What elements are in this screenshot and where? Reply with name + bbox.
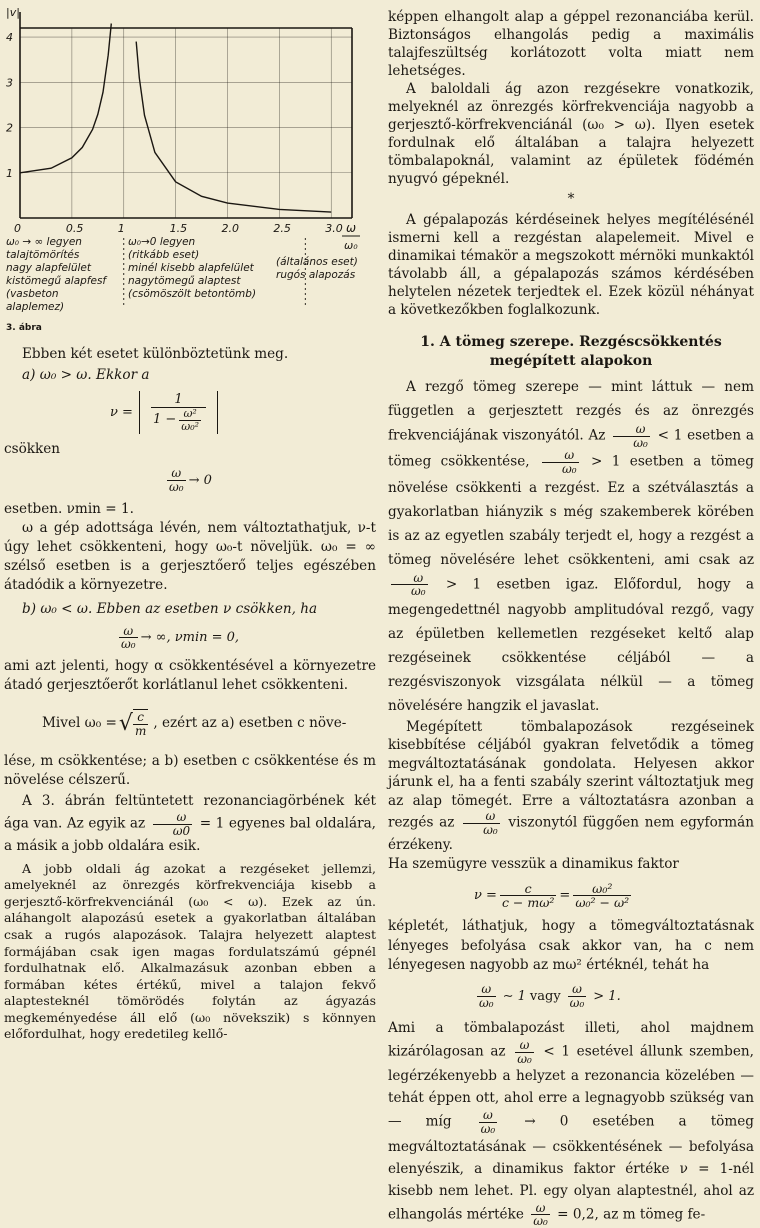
frac-den: c − mω²: [500, 895, 556, 909]
frac-den: ω₀² − ω²: [573, 895, 631, 909]
frac-num: ω: [466, 810, 498, 823]
approx: ∼ 1: [503, 989, 526, 1004]
caption-line: (csömöszölt betontömb): [128, 288, 268, 301]
esetben: esetben. νmin = 1.: [4, 500, 376, 519]
paragraph: [4, 792, 376, 857]
frac-num: ω: [157, 811, 189, 824]
frac-den: ω₀: [542, 462, 579, 476]
frac-num: ω: [393, 572, 425, 585]
frac-den: ω₀: [167, 480, 186, 494]
x-axis-label-den: ω₀: [344, 239, 358, 252]
series-line-1: [136, 42, 331, 213]
mivel-text-b: , ezért az a) esetben c növe-: [153, 715, 346, 731]
caption-line: ω₀→0 legyen: [128, 236, 268, 249]
frac-num: ω: [616, 423, 648, 436]
left-text: [4, 345, 376, 1043]
equals: =: [559, 888, 570, 903]
caption-line: (vasbeton alaplemez): [6, 288, 116, 314]
frac-num: ω: [479, 983, 493, 996]
limit-b: [116, 625, 376, 651]
paragraph: A baloldali ág azon rezgésekre vonatkozik, melyeknél az önrezgés körfrekvenciája nagyobb a gerjesztő-körfrekvenciánál (ω₀ > ω). Ilyen esetek fordulnak elő általában a talajra helyezett tömbalapoknál, valamint az épületek födémén nyugvó gépeknél.: [388, 80, 754, 188]
frac-den: ω₀: [568, 996, 587, 1010]
paragraph: A gépalapozás kérdéseinek helyes megítélésénél ismerni kell a rezgéstan alapelemeit. Mivel e dinamikai témakör a megszokott mérnöki munkaktól távolabb áll, a gépalapozás számos kérdésében helytelen nézetek terjedtek el. Ezek közül néhányat a következőkben foglalkozunk.: [388, 211, 754, 319]
frac-num: ω: [169, 467, 183, 480]
p4-d: > 1 esetben igaz. Előfordul, hogy a megengedettnél nagyobb amplitudóval rezgő, vagy az épületben kellemetlen rezgéseket keltő alap rezgéseinek csökkentése céljából — a rezgésviszonyok vizsgálata nélkül — a tömeg növelésére hangzik el javaslat.: [388, 576, 754, 714]
limit-text: → ∞, νmin = 0,: [141, 630, 239, 645]
formula-lhs: ν =: [110, 405, 133, 420]
x-tick-label: 0.5: [66, 222, 84, 235]
frac-den: ω0: [153, 824, 192, 838]
paragraph: [388, 375, 754, 718]
caption-line: ω₀ → ∞ legyen: [6, 236, 116, 249]
frac-den: ω₀: [477, 996, 496, 1010]
paragraph: A jobb oldali ág azokat a rezgéseket jellemzi, amelyeknél az önrezgés körfrekvenciája kisebb a gerjesztő-körfrekvenciánál (ω₀ < ω). Ezek az ún. aláhangolt alapozású esetek a gyakorlatban általában csak a rugós alapozások. Talajra helyezett alaptest formájában csak igen magas fordulatszámú gépnél fordulhatnak elő. Alkalmazásuk azonban ebben a formában kétes értékű, mivel a talajon fekvő alaptesteknél tömörödés folytán az ágyazás megkeményedése áll elő (ω₀ növekszik) s könnyen előfordulhat, hogy eredetileg kellő-: [4, 861, 376, 1044]
paragraph: képpen elhangolt alap a géppel rezonanciába kerül. Biztonságos elhangolás pedig a maximális talajfeszültség korlátozott volta miatt nem lehetséges.: [388, 8, 754, 80]
frac-den: ω₀: [463, 823, 500, 837]
paragraph: lése, m csökkentése; a b) esetben c csökkentése és m növelése célszerű.: [4, 752, 376, 790]
frac-den: ω₀: [119, 637, 138, 651]
mivel-text: Mivel ω₀ =: [42, 715, 117, 731]
frac-num: ω: [570, 983, 584, 996]
y-tick-label: 1: [6, 167, 13, 180]
x-tick-label: 0: [14, 222, 21, 235]
p5-a: A 3. ábrán feltüntetett rezonanciagörbének két ága van. Az egyik az: [4, 793, 376, 832]
frac-num: ω: [534, 1202, 548, 1215]
csokken-label: csökken: [4, 440, 376, 459]
y-tick-label: 2: [6, 122, 13, 135]
paragraph: ami azt jelenti, hogy α csökkentésével a környezetre átadó gerjesztőerőt korlátlanul lehet csökkenteni.: [4, 657, 376, 695]
p4-b: < 1 esetben a tömeg csökkentése,: [388, 428, 754, 470]
frac-num: c: [523, 882, 534, 895]
caption-line: nagytömegű alaptest: [128, 275, 268, 288]
p8-d: = 0,2, az m tömeg fe-: [557, 1206, 705, 1222]
condition-formula: [474, 983, 754, 1009]
paragraph: Ebben két esetet különböztetünk meg.: [4, 345, 376, 364]
p8-c: → 0 esetében a tömeg megváltoztatásának — csökkentésének — befolyása elenyészik, a dinamikus faktor értéke ν = 1-nél kisebb nem lehet. Pl. egy olyan alaptestnél, ahol az elhangolás mértéke: [388, 1114, 754, 1222]
inner-num: ω²: [181, 408, 198, 420]
frac-den: ω₀: [531, 1214, 550, 1228]
x-tick-label: 2.5: [273, 222, 291, 235]
caption-line: nagy alapfelület: [6, 262, 116, 275]
inner-den: ω₀²: [179, 420, 201, 433]
caption-line: (általános eset): [276, 256, 376, 269]
paragraph: Ha szemügyre vesszük a dinamikus faktor: [388, 855, 754, 874]
separator-star: *: [388, 190, 754, 209]
limit-a: [164, 467, 376, 493]
frac-den: ω₀: [391, 584, 428, 598]
p5-b: = 1 egyenes bal oldalára, a másik a jobb oldalára esik.: [4, 816, 376, 855]
c-symbol: c: [135, 711, 146, 724]
figure-label: 3. ábra: [6, 323, 42, 333]
section-heading: 1. A tömeg szerepe. Rezgéscsökkentés megépített alapokon: [418, 333, 724, 371]
frac-num: ω: [518, 1039, 532, 1052]
gt-one: > 1.: [593, 989, 620, 1004]
frac-num: ω: [544, 449, 576, 462]
formula-den-lead: 1 −: [153, 413, 176, 427]
paragraph: ω a gép adottsága lévén, nem változtathatjuk, ν-t úgy lehet csökkenteni, hogy ω₀-t növeljük. ω₀ = ∞ szélső esetben is a gerjesztőerő teljes egészében átadódik a környezetre.: [4, 519, 376, 596]
caption-right: [276, 256, 376, 282]
x-tick-label: 3.0: [325, 222, 343, 235]
p8-b: < 1 esetével állunk szemben, legérzékenyebb a helyzet a rezonancia közelében — tehát éppen ott, ahol erre a legnagyobb szükség van — míg: [388, 1044, 754, 1130]
frac-den: ω₀: [479, 1122, 498, 1136]
y-tick-label: 3: [6, 76, 13, 89]
formula-num: 1: [172, 393, 184, 407]
p5-b: viszonytól függően nem egyformán érzékeny.: [388, 815, 754, 854]
caption-line: rugós alapozás: [276, 269, 376, 282]
frac-num: ω₀²: [590, 882, 614, 895]
series-line-0: [20, 24, 111, 173]
caption-line: (ritkább eset): [128, 249, 268, 262]
y-axis-label: |v|: [6, 6, 20, 19]
formula-omega0: Mivel ω₀ = √ $\frac{c}{m}$ , ezért az a) esetben c növe-: [42, 709, 376, 737]
x-tick-label: 1.5: [170, 222, 188, 235]
paragraph: [388, 1017, 754, 1228]
x-tick-label: 1: [118, 222, 125, 235]
case-b: b) ω₀ < ω. Ebben az esetben ν csökken, ha: [4, 600, 376, 619]
frac-den: ω₀: [613, 436, 650, 450]
frac-den: ω₀: [515, 1052, 534, 1066]
x-tick-label: 2.0: [222, 222, 240, 235]
m-symbol: m: [133, 724, 148, 738]
p4-a: A rezgő tömeg szerepe — mint láttuk — nem független a gerjesztett rezgés és az önrezgés frekvenciájának viszonyától. Az: [388, 379, 754, 444]
caption-line: talajtömörítés: [6, 249, 116, 262]
dynamic-factor-formula: [474, 882, 754, 909]
p5: Megépített tömbalapozások rezgéseinek kisebbítése céljából gyakran felvetődik a tömeg megváltoztatásának gondolata. Helyesen akkor járunk el, ha a fenti szabály szerint változtatjuk meg az alap tömegét. Erre a változtatásra azonban a rezgés az: [388, 719, 754, 831]
caption-mid: [128, 236, 268, 301]
caption-line: kistömegű alapfesf: [6, 275, 116, 288]
formula-nu: [110, 391, 376, 434]
y-tick-label: 4: [6, 31, 13, 44]
x-axis-label-num: ω: [346, 221, 356, 235]
vagy: vagy: [530, 989, 561, 1004]
case-a: a) ω₀ > ω. Ekkor a: [4, 366, 376, 385]
frac-num: ω: [481, 1109, 495, 1122]
p4-c: > 1 esetben a tömeg növelése csökkenti a rezgést. Ez a szétválasztás a gyakorlatban hiányzik s még szakemberek körében is az az egyetlen szabály terjedt el, hogy a rezgést a tömeg növelésére lehet csökkenteni, ami csak az: [388, 454, 754, 568]
caption-left: [6, 236, 116, 314]
limit-text: → 0: [189, 473, 212, 488]
p8-a: Ami a tömbalapozást illeti, ahol majdnem kizárólagosan az: [388, 1020, 754, 1060]
paragraph: [388, 718, 754, 855]
nu-symbol: ν =: [474, 888, 497, 903]
frac-num: ω: [121, 625, 135, 638]
caption-line: minél kisebb alapfelület: [128, 262, 268, 275]
paragraph: képletét, láthatjuk, hogy a tömegváltoztatásnak lényeges befolyása csak akkor van, ha c nem lényegesen nagyobb az mω² értéknél, tehát ha: [388, 917, 754, 975]
